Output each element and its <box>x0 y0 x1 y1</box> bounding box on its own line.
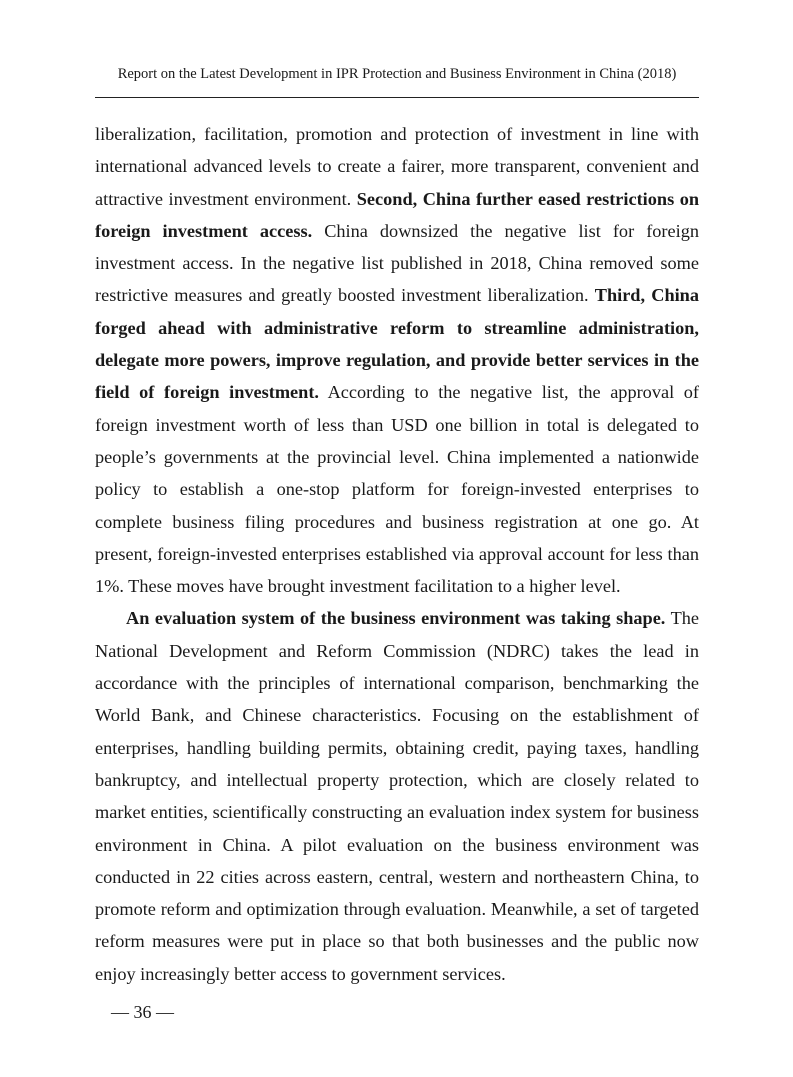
paragraph-text: According to the negative list, the approval of foreign investment worth of less than USD one billion in total is delegated to people’s governments at the provincial level. China implemented a nationwide policy to establish a one-stop platform for foreign-invested enterprises to complete business filing procedures and business registration at one go. At present, foreign-invested enterprises established via approval account for less than 1%. These moves have brought investment facilitation to a higher level. <box>95 382 699 597</box>
bold-lead-sentence: An evaluation system of the business environment was taking shape. <box>126 608 666 629</box>
paragraph-evaluation-system <box>95 602 699 990</box>
body-text <box>95 118 699 990</box>
bold-point-third: Third, China forged ahead with administrative reform to streamline administration, delegate more powers, improve regulation, and provide better services in the field of foreign investment. <box>95 285 699 403</box>
paragraph-investment-liberalization <box>95 118 699 602</box>
running-header: Report on the Latest Development in IPR Protection and Business Environment in China (2018) <box>117 66 677 82</box>
paragraph-text: China downsized the negative list for foreign investment access. In the negative list published in 2018, China removed some restrictive measures and greatly boosted investment liberalization. <box>95 220 699 306</box>
paragraph-text: The National Development and Reform Commission (NDRC) takes the lead in accordance with the principles of international comparison, benchmarking the World Bank, and Chinese characteristics. Focusing on the establishment of enterprises, handling building permits, obtaining credit, paying taxes, handling bankruptcy, and intellectual property protection, which are closely related to market entities, scientifically constructing an evaluation index system for business environment in China. A pilot evaluation on the business environment was conducted in 22 cities across eastern, central, western and northeastern China, to promote reform and optimization through evaluation. Meanwhile, a set of targeted reform measures were put in place so that both businesses and the public now enjoy increasingly better access to government services. <box>95 608 699 984</box>
paragraph-text: liberalization, facilitation, promotion and protection of investment in line with international advanced levels to create a fairer, more transparent, convenient and attractive investment environment. <box>95 124 699 209</box>
header-divider <box>95 97 699 98</box>
bold-point-second: Second, China further eased restrictions on foreign investment access. <box>95 188 700 241</box>
page-number: — 36 — <box>111 1002 174 1022</box>
